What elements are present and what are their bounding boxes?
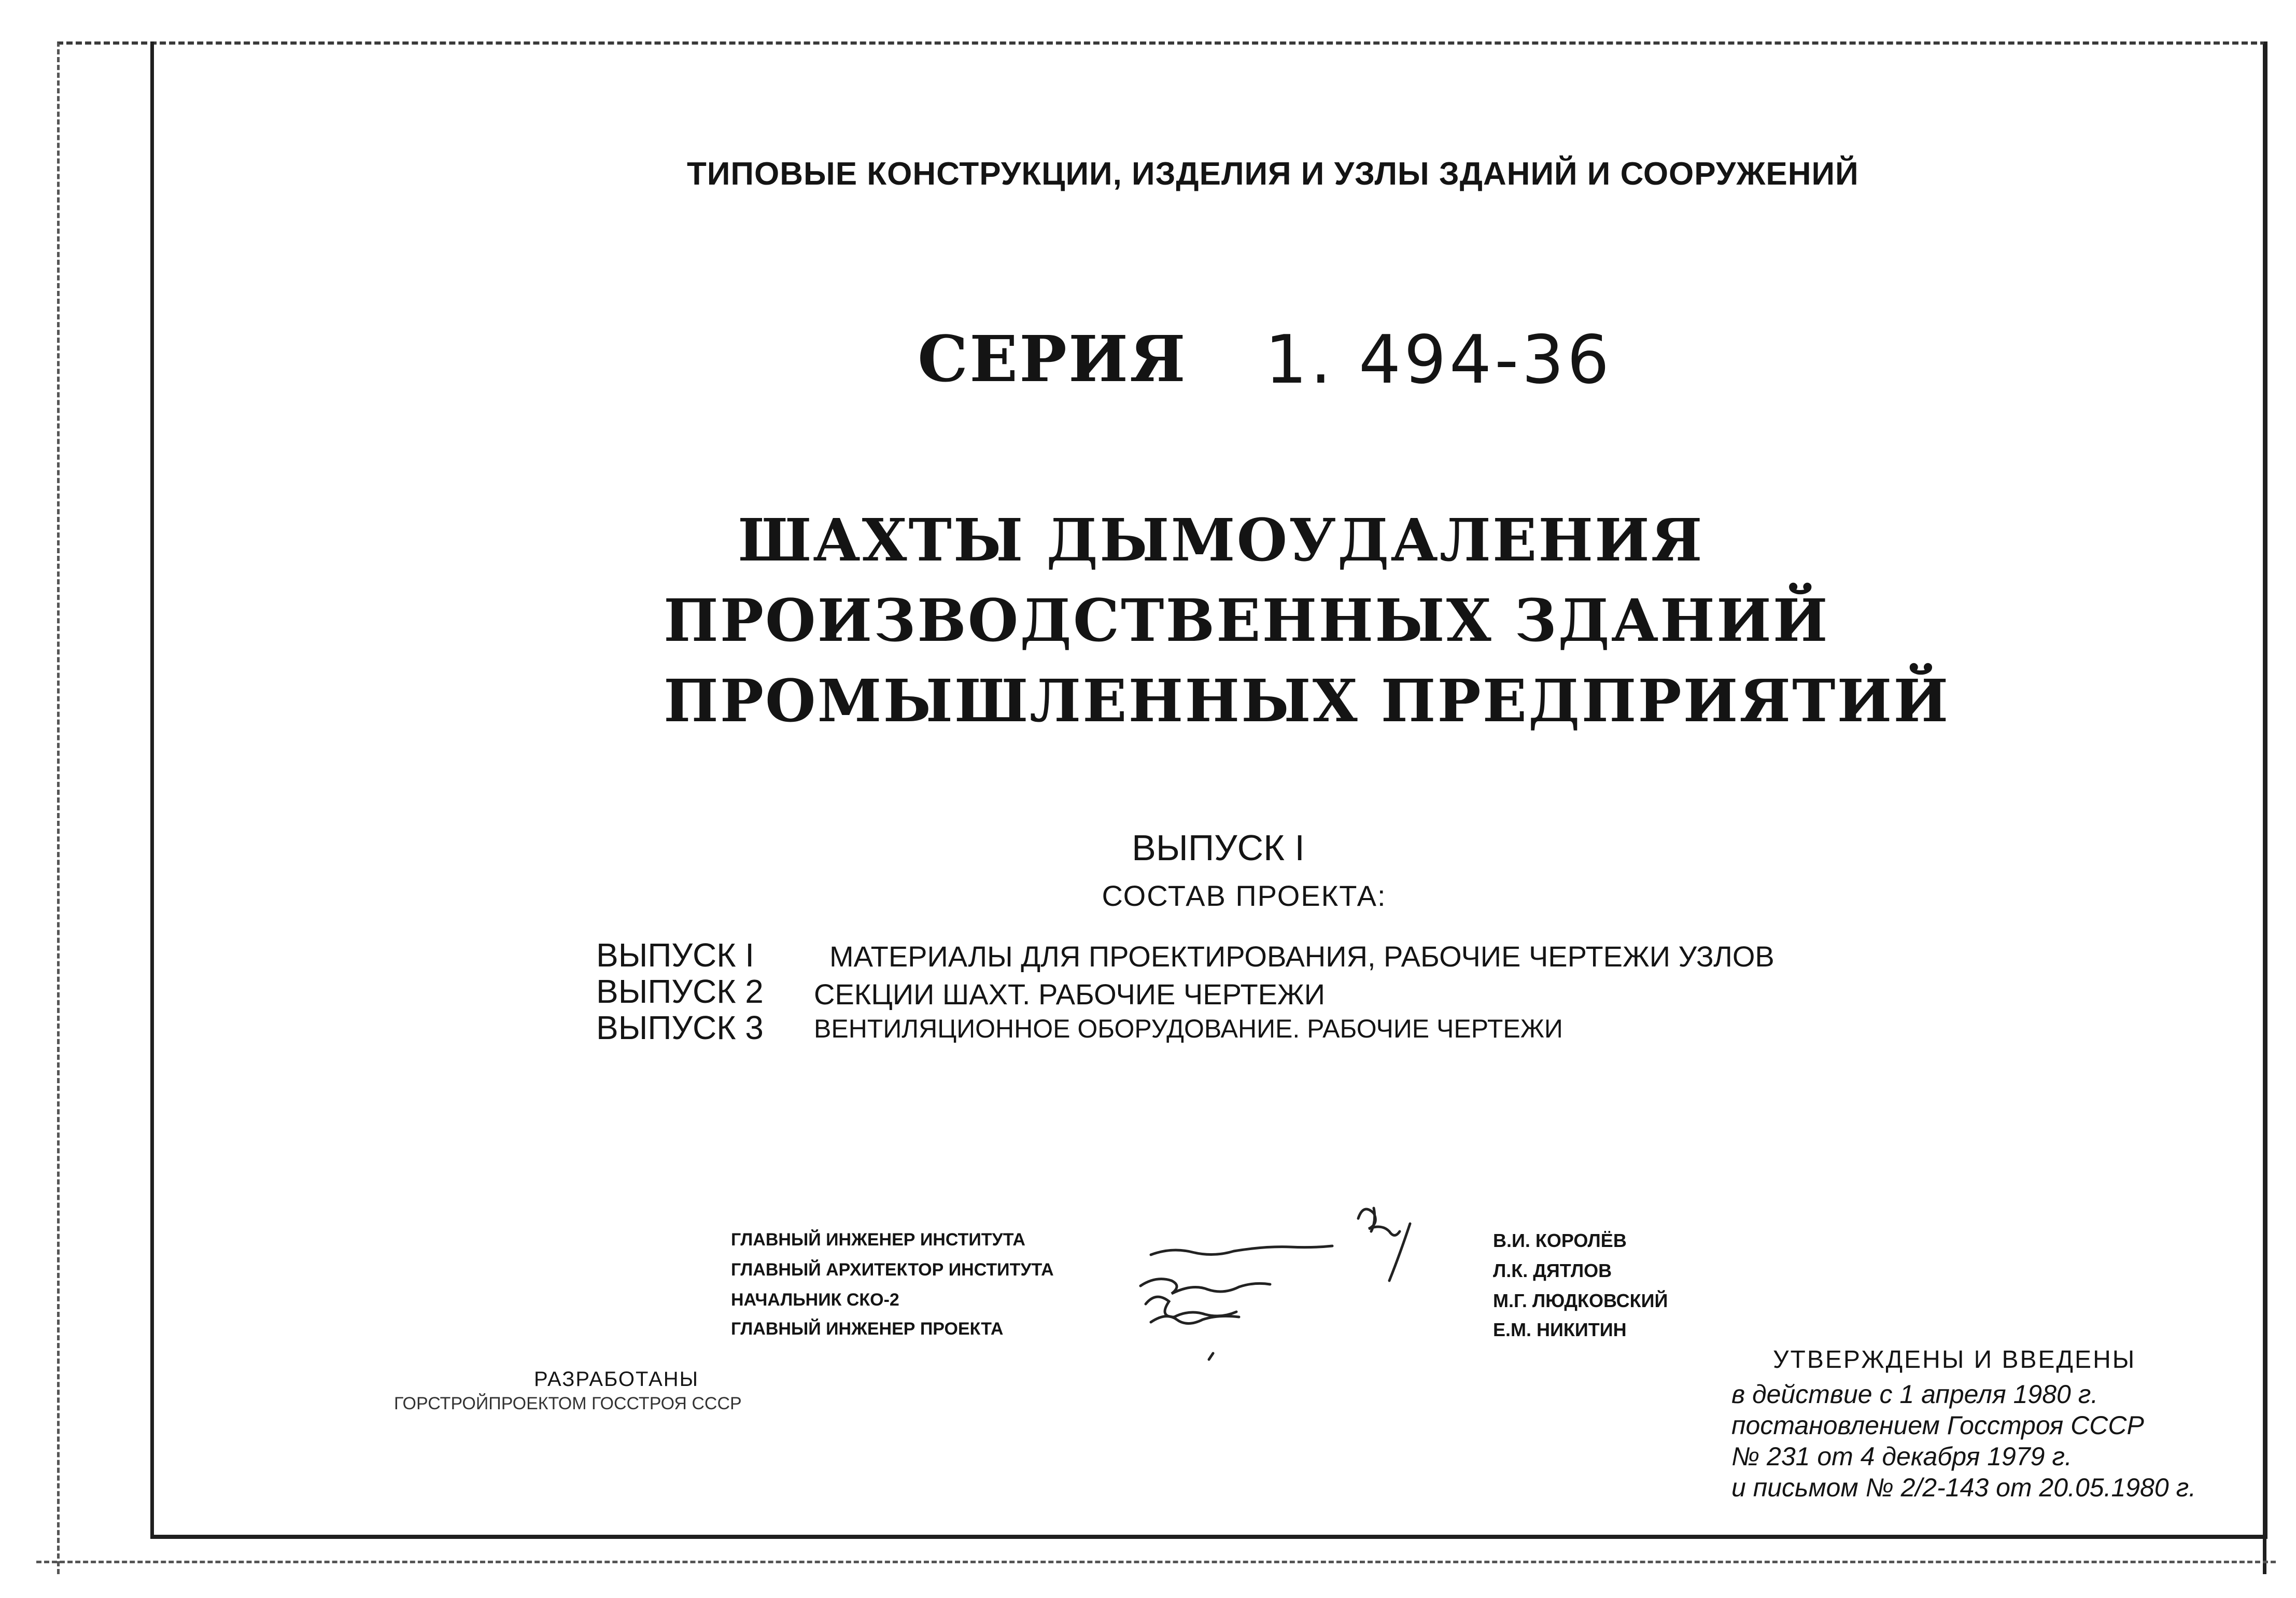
composition-label: СОСТАВ ПРОЕКТА:: [1102, 879, 1387, 912]
issue-label: ВЫПУСК I: [1132, 828, 1305, 868]
title-line-3: ПРОМЫШЛЕННЫХ ПРЕДПРИЯТИЙ: [664, 667, 1950, 735]
document-title: [664, 500, 1950, 741]
title-line-1: ШАХТЫ ДЫМОУДАЛЕНИЯ: [738, 507, 1704, 574]
approval-line-3: постановлением Госстроя СССР: [1731, 1411, 2144, 1440]
series-number: 1. 494-36: [1265, 321, 1613, 399]
staff-name-4: Е.М. НИКИТИН: [1493, 1319, 1627, 1340]
developer-org: ГОРСТРОЙПРОЕКТОМ ГОССТРОЯ СССР: [394, 1394, 742, 1413]
volume-3-label: ВЫПУСК 3: [596, 1009, 764, 1046]
staff-position-3: НАЧАЛЬНИК СКО-2: [731, 1290, 899, 1310]
volume-2-desc: СЕКЦИИ ШАХТ. РАБОЧИЕ ЧЕРТЕЖИ: [814, 978, 1325, 1011]
staff-name-3: М.Г. ЛЮДКОВСКИЙ: [1493, 1290, 1668, 1311]
title-line-2: ПРОИЗВОДСТВЕННЫХ ЗДАНИЙ: [664, 587, 1829, 655]
handwritten-signatures: [1130, 1198, 1441, 1369]
volume-1-desc: МАТЕРИАЛЫ ДЛЯ ПРОЕКТИРОВАНИЯ, РАБОЧИЕ ЧЕРТЕЖИ УЗЛОВ: [829, 940, 1774, 973]
staff-name-2: Л.К. ДЯТЛОВ: [1493, 1260, 1612, 1281]
staff-name-1: В.И. КОРОЛЁВ: [1493, 1230, 1627, 1251]
series-label: СЕРИЯ: [918, 321, 1187, 396]
volume-1-label: ВЫПУСК I: [596, 936, 755, 974]
staff-position-2: ГЛАВНЫЙ АРХИТЕКТОР ИНСТИТУТА: [731, 1260, 1054, 1280]
collection-heading: ТИПОВЫЕ КОНСТРУКЦИИ, ИЗДЕЛИЯ И УЗЛЫ ЗДАНИЙ И СООРУЖЕНИЙ: [687, 156, 1859, 192]
volume-3-desc: ВЕНТИЛЯЦИОННОЕ ОБОРУДОВАНИЕ. РАБОЧИЕ ЧЕРТЕЖИ: [814, 1014, 1563, 1043]
approval-line-1: УТВЕРЖДЕНЫ И ВВЕДЕНЫ: [1773, 1346, 2136, 1373]
approval-line-4: № 231 от 4 декабря 1979 г.: [1731, 1442, 2072, 1471]
approval-line-2: в действие с 1 апреля 1980 г.: [1731, 1380, 2098, 1409]
volume-2-label: ВЫПУСК 2: [596, 973, 764, 1010]
developer-label: РАЗРАБОТАНЫ: [534, 1368, 699, 1391]
bottom-dashed-rule: [36, 1561, 2276, 1563]
approval-line-5: и письмом № 2/2-143 от 20.05.1980 г.: [1731, 1473, 2196, 1502]
staff-position-4: ГЛАВНЫЙ ИНЖЕНЕР ПРОЕКТА: [731, 1319, 1004, 1339]
staff-position-1: ГЛАВНЫЙ ИНЖЕНЕР ИНСТИТУТА: [731, 1230, 1025, 1250]
